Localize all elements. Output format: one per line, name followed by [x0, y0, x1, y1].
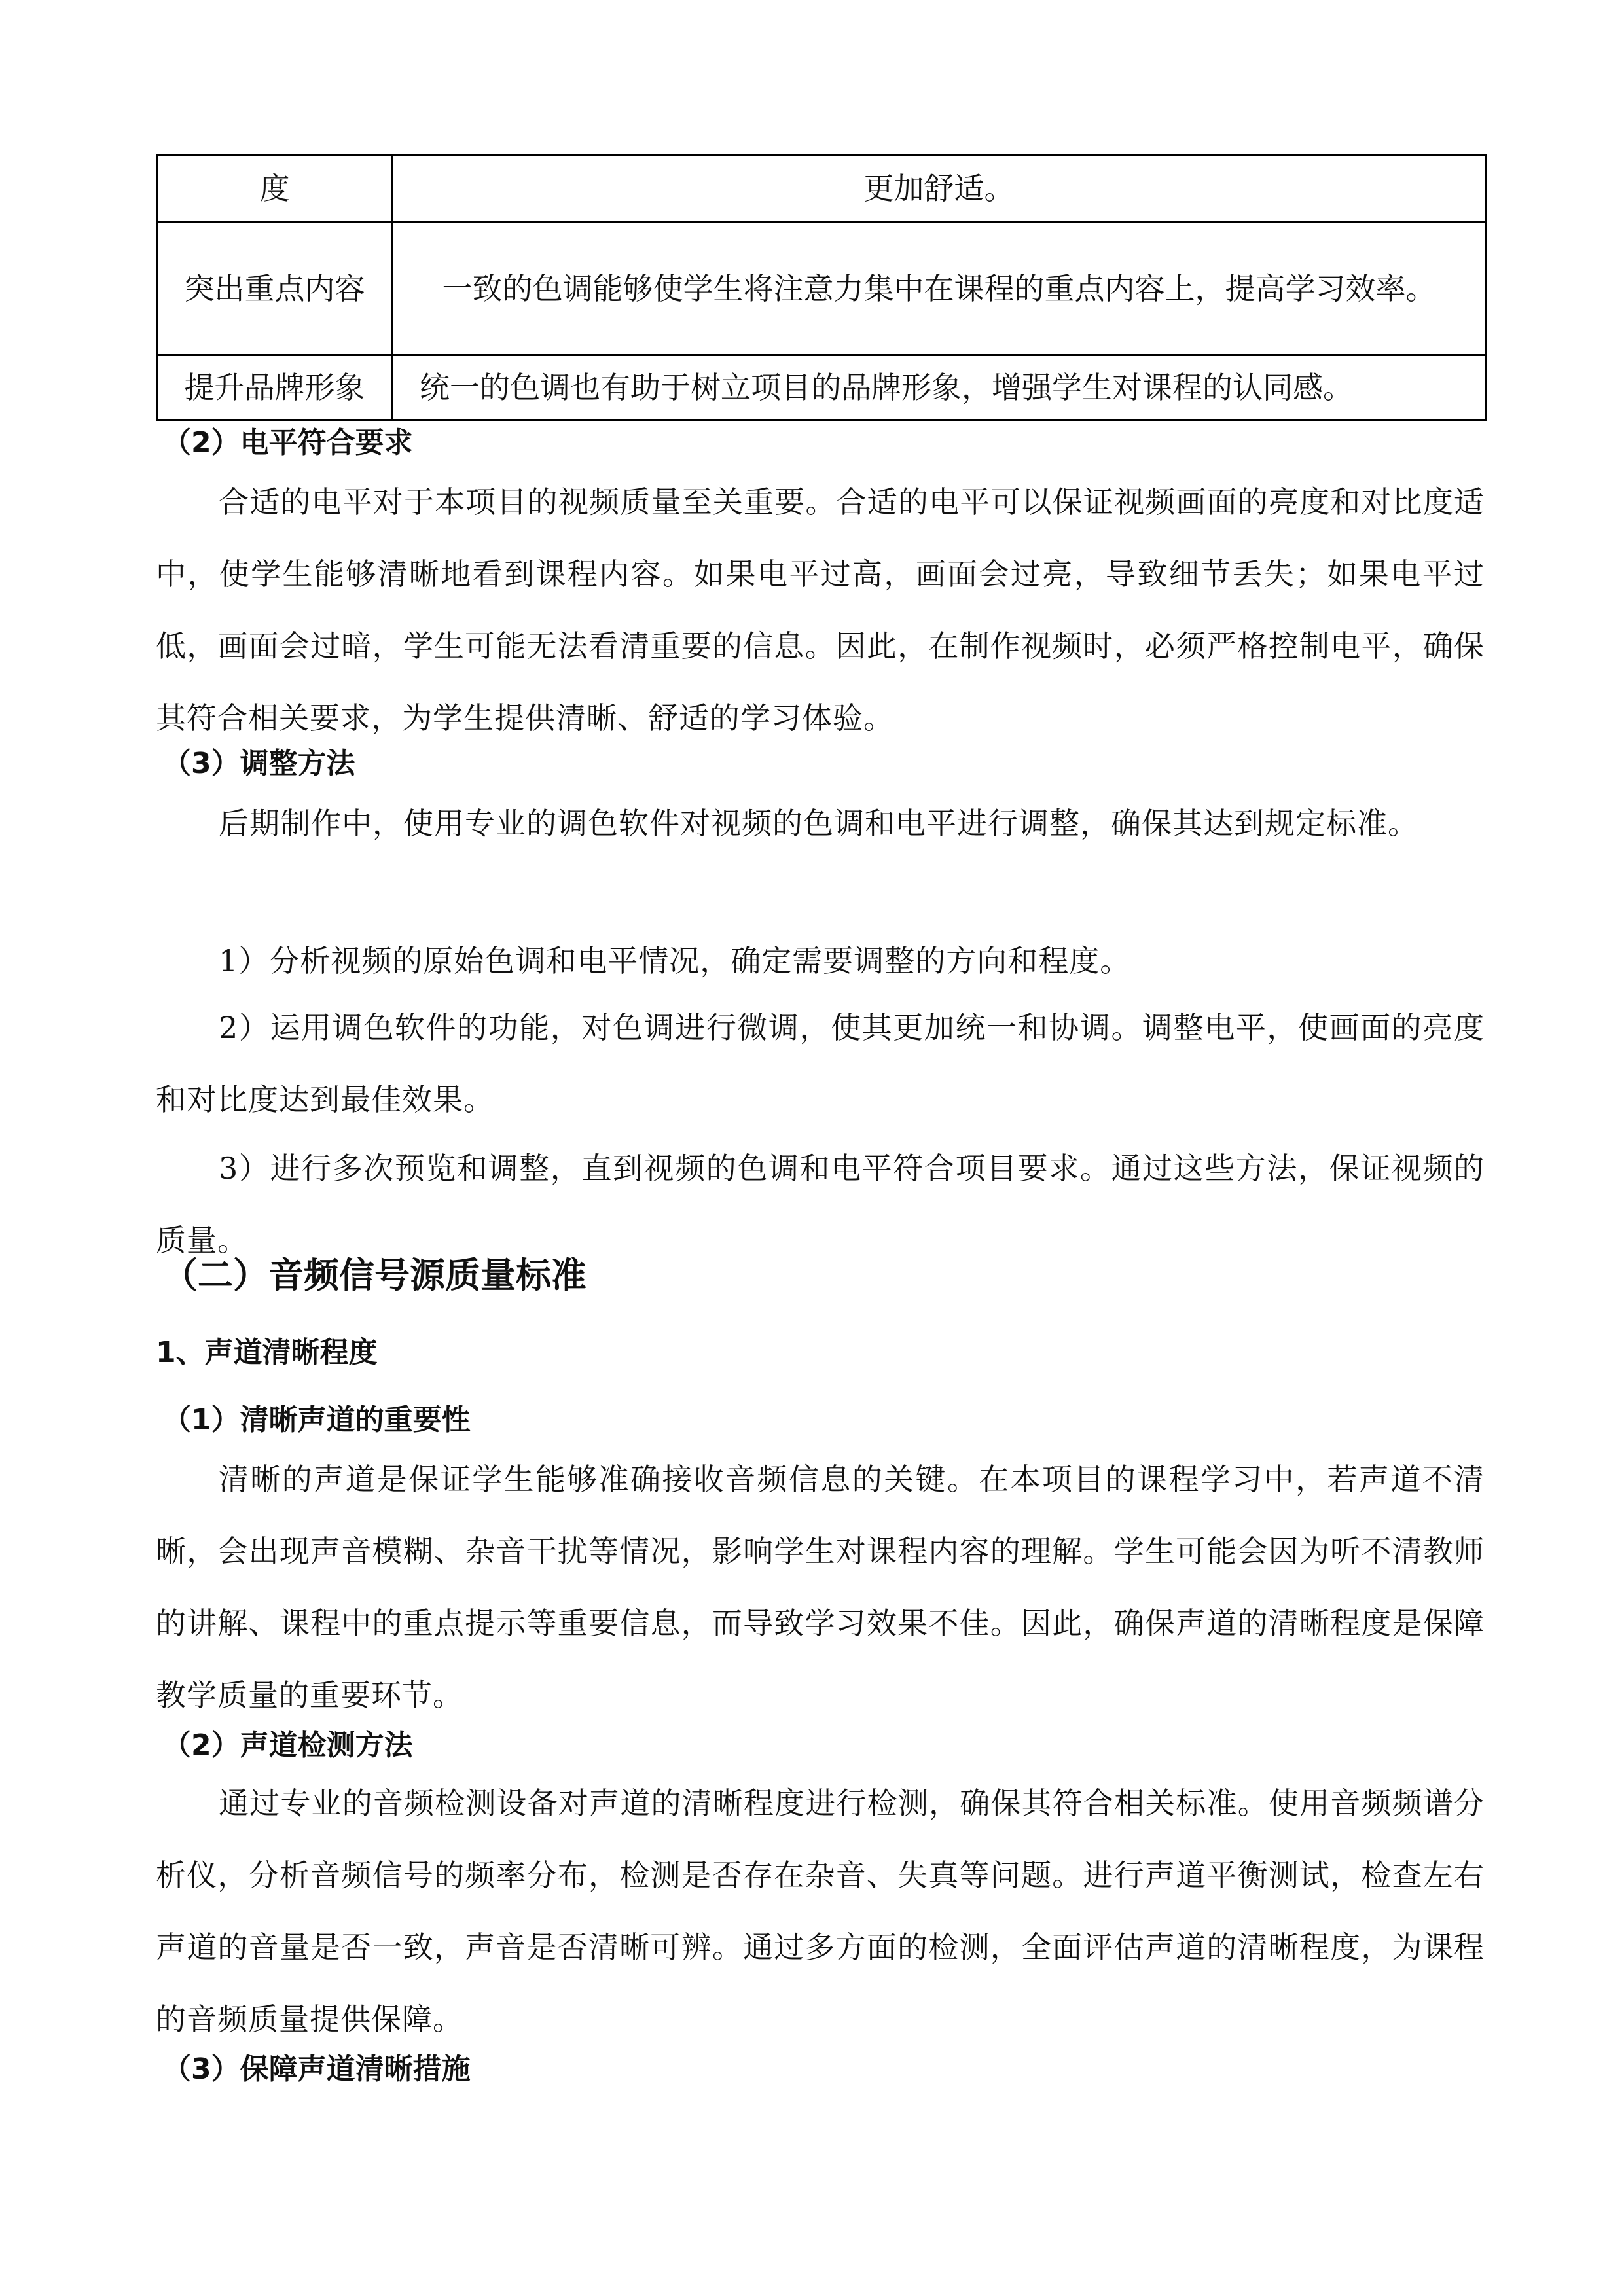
table-cell-label: 提升品牌形象 — [157, 355, 393, 420]
section-heading-detection: （2）声道检测方法 — [162, 1729, 413, 1762]
section-heading-adjust: （3）调整方法 — [162, 747, 355, 780]
paragraph-adjust: 后期制作中，使用专业的调色软件对视频的色调和电平进行调整，确保其达到规定标准。 — [219, 806, 1418, 841]
list-item-adjust-2: 2）运用调色软件的功能，对色调进行微调，使其更加统一和协调。调整电平，使画面的亮度和对比度达到最佳效果。 — [156, 1010, 1485, 1117]
section-heading-level: （2）电平符合要求 — [162, 426, 413, 459]
subsection-heading-channel: 1、声道清晰程度 — [156, 1336, 378, 1369]
table-cell-content: 一致的色调能够使学生将注意力集中在课程的重点内容上，提高学习效率。 — [393, 223, 1486, 355]
paragraph-importance: 清晰的声道是保证学生能够准确接收音频信息的关键。在本项目的课程学习中，若声道不清晰，会出现声音模糊、杂音干扰等情况，影响学生对课程内容的理解。学生可能会因为听不清教师的讲解、课程中的重点提示等重要信息，而导致学习效果不佳。因此，确保声道的清晰程度是保障教学质量的重要环节。 — [156, 1462, 1485, 1713]
table-cell-label: 度 — [157, 155, 393, 223]
table-cell-content: 统一的色调也有助于树立项目的品牌形象，增强学生对课程的认同感。 — [393, 355, 1486, 420]
section-heading-audio: （二）音频信号源质量标准 — [162, 1255, 586, 1296]
table-row — [157, 155, 1486, 223]
list-item-adjust-1: 1）分析视频的原始色调和电平情况，确定需要调整的方向和程度。 — [219, 943, 1131, 978]
color-tone-table — [156, 154, 1487, 421]
table-row — [157, 355, 1486, 420]
section-heading-importance: （1）清晰声道的重要性 — [162, 1403, 471, 1437]
paragraph-level: 合适的电平对于本项目的视频质量至关重要。合适的电平可以保证视频画面的亮度和对比度适中，使学生能够清晰地看到课程内容。如果电平过高，画面会过亮，导致细节丢失；如果电平过低，画面会过暗，学生可能无法看清重要的信息。因此，在制作视频时，必须严格控制电平，确保其符合相关要求，为学生提供清晰、舒适的学习体验。 — [156, 484, 1485, 736]
table-cell-content: 更加舒适。 — [393, 155, 1486, 223]
table-row — [157, 223, 1486, 355]
list-item-adjust-3: 3）进行多次预览和调整，直到视频的色调和电平符合项目要求。通过这些方法，保证视频的质量。 — [156, 1151, 1485, 1258]
section-heading-measures: （3）保障声道清晰措施 — [162, 2053, 471, 2086]
table-cell-label: 突出重点内容 — [157, 223, 393, 355]
paragraph-detection: 通过专业的音频检测设备对声道的清晰程度进行检测，确保其符合相关标准。使用音频频谱分析仪，分析音频信号的频率分布，检测是否存在杂音、失真等问题。进行声道平衡测试，检查左右声道的音量是否一致，声音是否清晰可辨。通过多方面的检测，全面评估声道的清晰程度，为课程的音频质量提供保障。 — [156, 1785, 1485, 2037]
